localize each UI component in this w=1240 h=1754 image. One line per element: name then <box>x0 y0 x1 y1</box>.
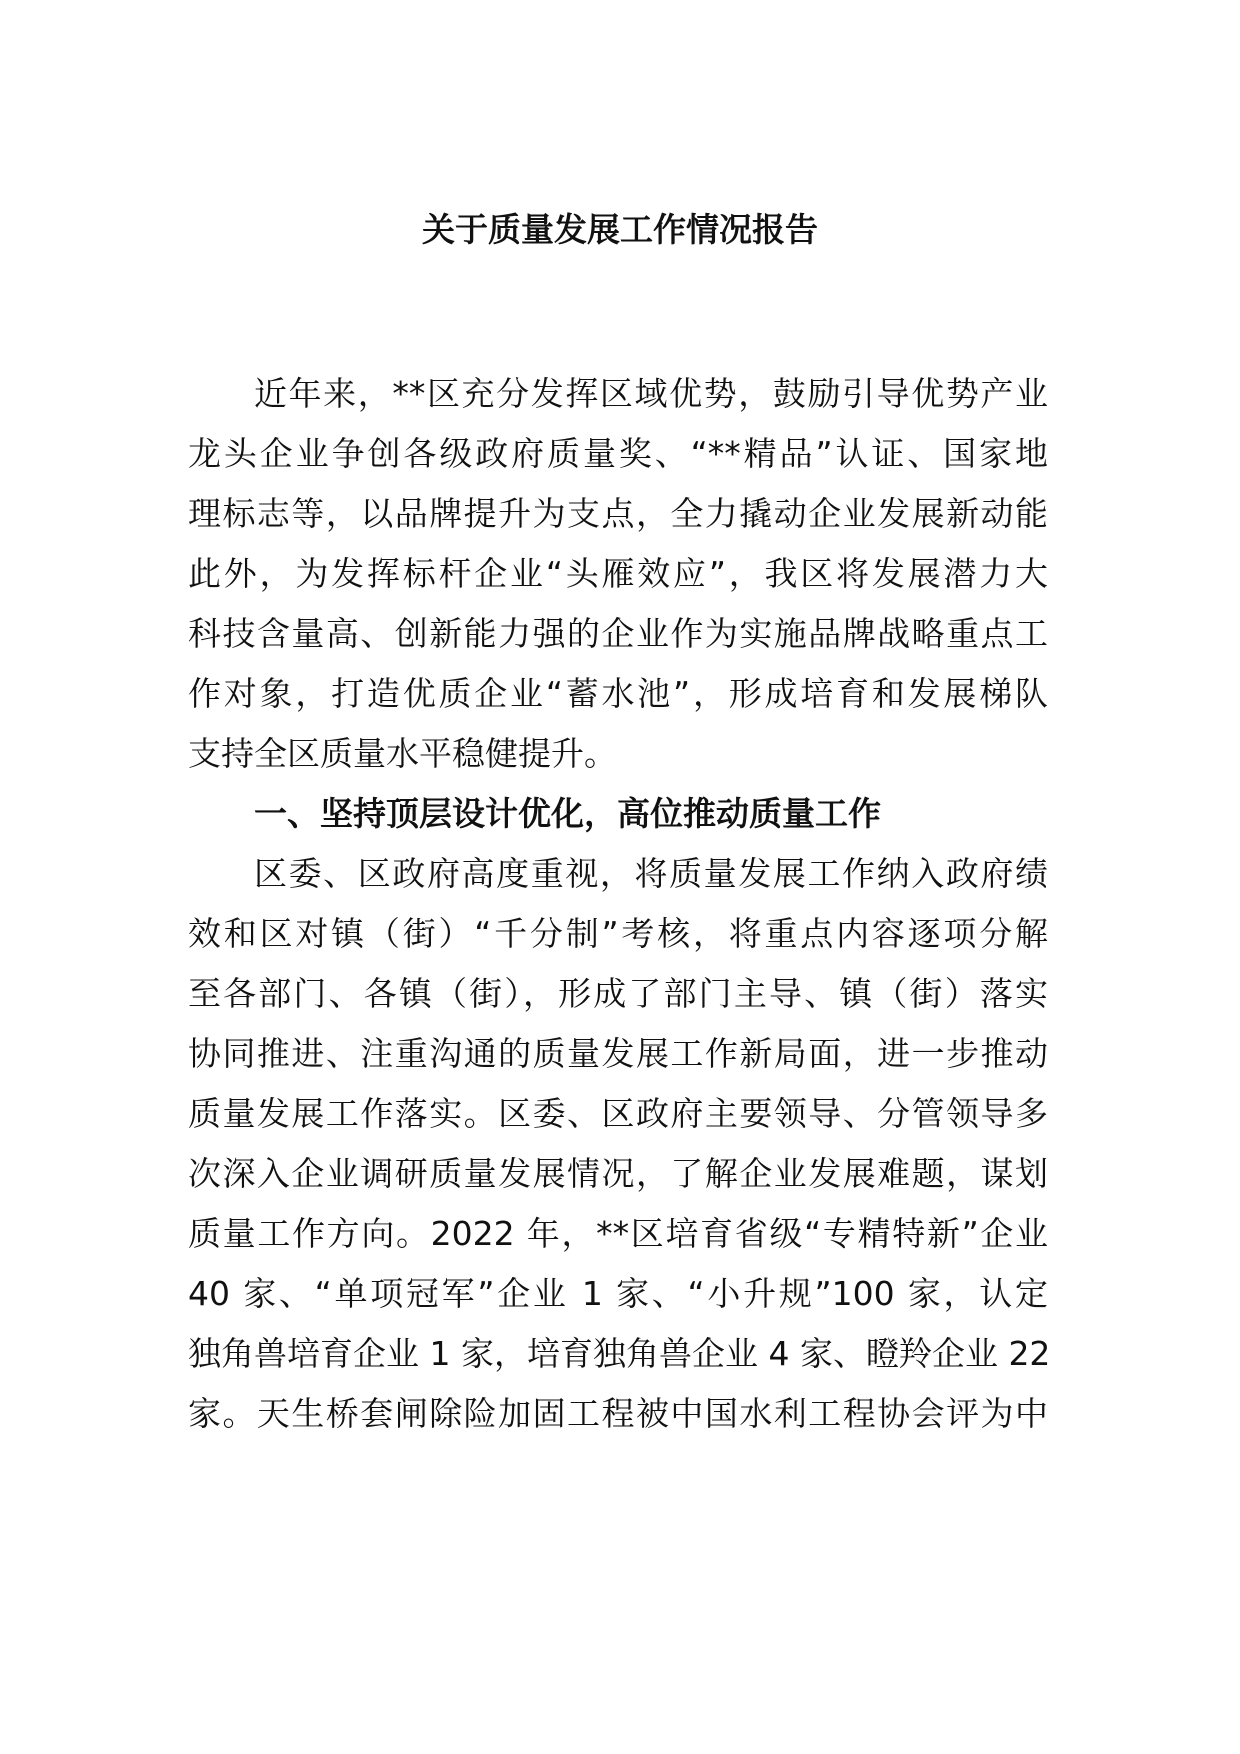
paragraph-line: 作对象，打造优质企业“蓄水池”，形成培育和发展梯队 <box>188 674 1048 713</box>
paragraph-line: 区委、区政府高度重视，将质量发展工作纳入政府绩 <box>254 854 1048 893</box>
paragraph-line: 家。天生桥套闸除险加固工程被中国水利工程协会评为中 <box>188 1394 1048 1433</box>
paragraph-line: 科技含量高、创新能力强的企业作为实施品牌战略重点工 <box>188 614 1048 653</box>
paragraph-line: 质量发展工作落实。区委、区政府主要领导、分管领导多 <box>188 1094 1048 1133</box>
paragraph-line: 次深入企业调研质量发展情况，了解企业发展难题，谋划 <box>188 1154 1048 1193</box>
paragraph-line: 此外，为发挥标杆企业“头雁效应”，我区将发展潜力大 <box>188 554 1048 593</box>
paragraph-line: 至各部门、各镇（街），形成了部门主导、镇（街）落实 <box>188 974 1048 1013</box>
paragraph-line: 支持全区质量水平稳健提升。 <box>188 734 617 773</box>
paragraph-line: 独角兽培育企业 1 家，培育独角兽企业 4 家、瞪羚企业 22 <box>188 1334 1051 1373</box>
paragraph-line: 40 家、“单项冠军”企业 1 家、“小升规”100 家，认定 <box>188 1274 1048 1313</box>
paragraph-line: 协同推进、注重沟通的质量发展工作新局面，进一步推动 <box>188 1034 1048 1073</box>
document-title: 关于质量发展工作情况报告 <box>422 210 818 249</box>
paragraph-line: 效和区对镇（街）“千分制”考核，将重点内容逐项分解 <box>188 914 1048 953</box>
section-heading: 一、坚持顶层设计优化，高位推动质量工作 <box>254 794 881 833</box>
paragraph-line: 理标志等，以品牌提升为支点，全力撬动企业发展新动能 <box>188 494 1048 533</box>
paragraph-line: 近年来，**区充分发挥区域优势，鼓励引导优势产业 <box>254 374 1048 413</box>
paragraph-line: 质量工作方向。2022 年，**区培育省级“专精特新”企业 <box>188 1214 1048 1253</box>
paragraph-line: 龙头企业争创各级政府质量奖、“**精品”认证、国家地 <box>188 434 1048 473</box>
